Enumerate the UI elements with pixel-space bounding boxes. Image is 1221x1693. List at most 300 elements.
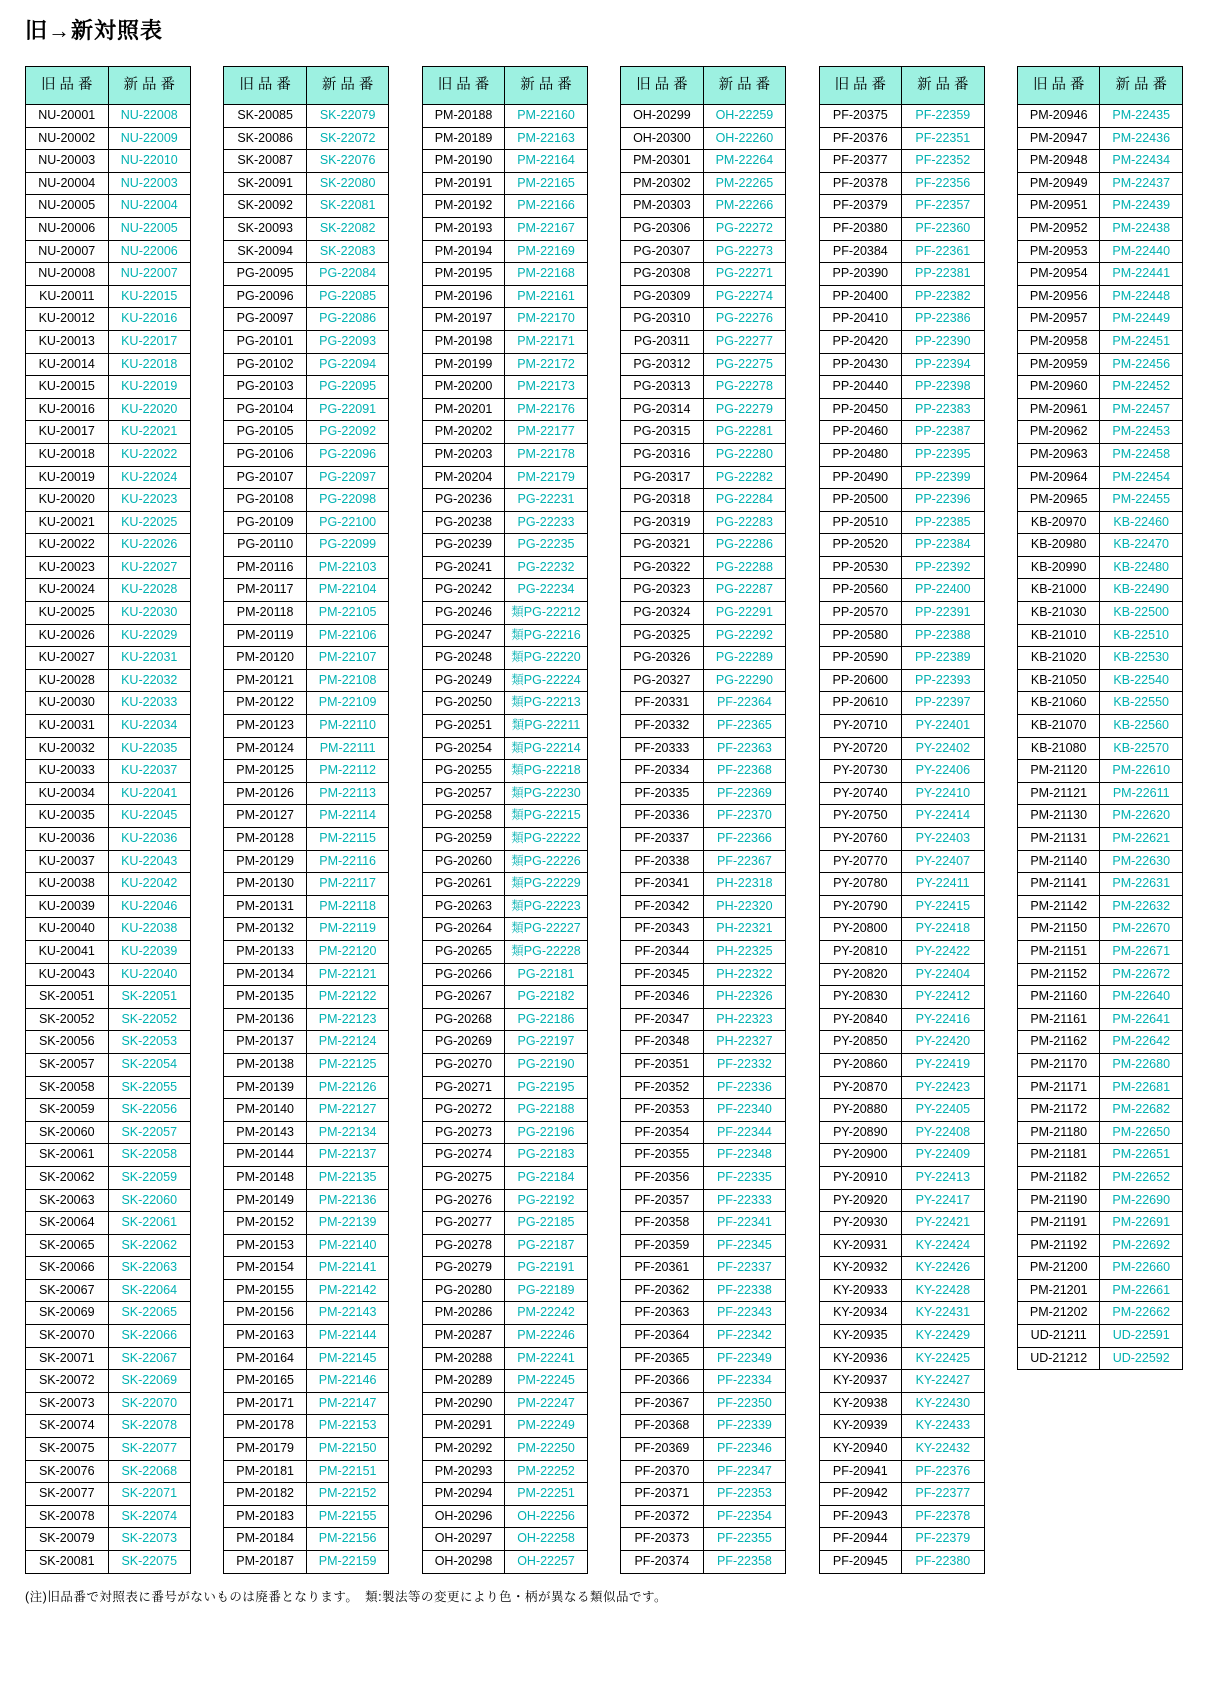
- table-row: [1017, 760, 1182, 783]
- old-part-cell: PF-20336: [621, 805, 704, 828]
- table-row: [422, 1370, 587, 1393]
- table-row: [1017, 692, 1182, 715]
- old-part-cell: KU-20025: [26, 602, 109, 625]
- table-row: [422, 1505, 587, 1528]
- table-row: [1017, 850, 1182, 873]
- table-row: [819, 172, 984, 195]
- old-part-cell: PF-20352: [621, 1076, 704, 1099]
- new-part-cell: PP-22381: [902, 263, 985, 286]
- old-part-cell: PG-20255: [422, 760, 505, 783]
- table-row: [621, 1438, 786, 1461]
- table-row: [1017, 940, 1182, 963]
- new-part-cell: PM-22671: [1100, 940, 1183, 963]
- table-row: [1017, 1144, 1182, 1167]
- table-row: [422, 1257, 587, 1280]
- table-row: [1017, 647, 1182, 670]
- table-row: [26, 1144, 191, 1167]
- new-part-cell: KU-22041: [108, 782, 191, 805]
- table-row: [224, 873, 389, 896]
- table-row: [1017, 1279, 1182, 1302]
- new-part-cell: PF-22334: [703, 1370, 786, 1393]
- new-part-cell: PG-22280: [703, 443, 786, 466]
- new-part-cell: PP-22397: [902, 692, 985, 715]
- new-part-cell: PM-22691: [1100, 1212, 1183, 1235]
- new-part-cell: KY-22430: [902, 1392, 985, 1415]
- table-row: [1017, 624, 1182, 647]
- old-part-cell: PF-20363: [621, 1302, 704, 1325]
- table-row: [26, 1370, 191, 1393]
- old-part-cell: SK-20062: [26, 1166, 109, 1189]
- table-row: [621, 1347, 786, 1370]
- table-row: [1017, 579, 1182, 602]
- table-row: [1017, 308, 1182, 331]
- new-part-cell: KB-22500: [1100, 602, 1183, 625]
- table-row: [224, 1370, 389, 1393]
- old-part-cell: PM-20195: [422, 263, 505, 286]
- table-row: [422, 398, 587, 421]
- new-part-cell: PF-22359: [902, 105, 985, 128]
- new-part-cell: PM-22680: [1100, 1053, 1183, 1076]
- new-part-cell: KY-22433: [902, 1415, 985, 1438]
- table-row: [1017, 873, 1182, 896]
- new-part-cell: PG-22185: [505, 1212, 588, 1235]
- table-row: [621, 647, 786, 670]
- new-part-cell: PF-22351: [902, 127, 985, 150]
- table-row: [422, 1438, 587, 1461]
- old-part-cell: PG-20095: [224, 263, 307, 286]
- new-part-cell: PG-22187: [505, 1234, 588, 1257]
- new-part-cell: PG-22276: [703, 308, 786, 331]
- footnote: (注)旧品番で対照表に番号がないものは廃番となります。 類:製法等の変更により色・柄が異なる類似品です。: [25, 1589, 668, 1604]
- old-part-cell: PP-20440: [819, 376, 902, 399]
- table-row: [224, 1189, 389, 1212]
- new-part-cell: SK-22083: [306, 240, 389, 263]
- table-row: [1017, 1031, 1182, 1054]
- old-part-cell: PM-20191: [422, 172, 505, 195]
- old-part-cell: PP-20570: [819, 602, 902, 625]
- new-part-cell: PG-22092: [306, 421, 389, 444]
- table-row: [422, 1099, 587, 1122]
- old-part-cell: NU-20004: [26, 172, 109, 195]
- new-part-cell: PH-22321: [703, 918, 786, 941]
- table-row: [819, 1008, 984, 1031]
- new-part-cell: PF-22347: [703, 1460, 786, 1483]
- old-part-cell: PP-20600: [819, 669, 902, 692]
- table-row: [1017, 782, 1182, 805]
- table-row: [26, 1415, 191, 1438]
- new-part-cell: PM-22165: [505, 172, 588, 195]
- table-row: [621, 1031, 786, 1054]
- new-part-cell: PY-22404: [902, 963, 985, 986]
- old-part-cell: OH-20299: [621, 105, 704, 128]
- table-row: [1017, 918, 1182, 941]
- new-part-cell: KU-22042: [108, 873, 191, 896]
- old-part-cell: PG-20259: [422, 828, 505, 851]
- new-part-cell: KU-22024: [108, 466, 191, 489]
- table-row: [422, 963, 587, 986]
- old-part-cell: PG-20312: [621, 353, 704, 376]
- table-row: [26, 624, 191, 647]
- table-header-new: 新品番: [902, 67, 985, 105]
- old-part-cell: PG-20319: [621, 511, 704, 534]
- new-part-cell: PM-22105: [306, 602, 389, 625]
- old-part-cell: KU-20023: [26, 556, 109, 579]
- old-part-cell: SK-20066: [26, 1257, 109, 1280]
- table-row: [621, 1528, 786, 1551]
- new-part-cell: PG-22292: [703, 624, 786, 647]
- table-row: [621, 556, 786, 579]
- old-part-cell: SK-20065: [26, 1234, 109, 1257]
- new-part-cell: PP-22399: [902, 466, 985, 489]
- table-row: [26, 1551, 191, 1574]
- table-row: [1017, 1212, 1182, 1235]
- new-part-cell: PY-22420: [902, 1031, 985, 1054]
- new-part-cell: PG-22274: [703, 285, 786, 308]
- table-row: [26, 1166, 191, 1189]
- old-part-cell: PG-20310: [621, 308, 704, 331]
- table-row: [422, 1008, 587, 1031]
- old-part-cell: KU-20012: [26, 308, 109, 331]
- table-row: [26, 240, 191, 263]
- old-part-cell: PM-20138: [224, 1053, 307, 1076]
- new-part-cell: PG-22086: [306, 308, 389, 331]
- table-header-old: 旧品番: [1017, 67, 1100, 105]
- table-row: [224, 1302, 389, 1325]
- new-part-cell: SK-22081: [306, 195, 389, 218]
- old-part-cell: PM-20127: [224, 805, 307, 828]
- table-row: [422, 1121, 587, 1144]
- old-part-cell: KU-20020: [26, 489, 109, 512]
- table-row: [621, 1415, 786, 1438]
- old-part-cell: UD-21211: [1017, 1325, 1100, 1348]
- new-part-cell: SK-22080: [306, 172, 389, 195]
- new-part-cell: KY-22426: [902, 1257, 985, 1280]
- table-row: [422, 1144, 587, 1167]
- old-part-cell: KU-20026: [26, 624, 109, 647]
- new-part-cell: PH-22322: [703, 963, 786, 986]
- old-part-cell: NU-20003: [26, 150, 109, 173]
- table-row: [1017, 353, 1182, 376]
- new-part-cell: PM-22453: [1100, 421, 1183, 444]
- table-row: [422, 353, 587, 376]
- new-part-cell: PM-22250: [505, 1438, 588, 1461]
- old-part-cell: KU-20014: [26, 353, 109, 376]
- old-part-cell: PG-20103: [224, 376, 307, 399]
- old-part-cell: PM-20949: [1017, 172, 1100, 195]
- new-part-cell: PP-22392: [902, 556, 985, 579]
- old-part-cell: PG-20307: [621, 240, 704, 263]
- new-part-cell: KU-22035: [108, 737, 191, 760]
- old-part-cell: PM-20132: [224, 918, 307, 941]
- old-part-cell: PM-20121: [224, 669, 307, 692]
- old-part-cell: PM-20291: [422, 1415, 505, 1438]
- old-part-cell: PM-20188: [422, 105, 505, 128]
- new-part-cell: PM-22139: [306, 1212, 389, 1235]
- table-row: [26, 534, 191, 557]
- old-part-cell: PG-20321: [621, 534, 704, 557]
- old-part-cell: PF-20359: [621, 1234, 704, 1257]
- new-part-cell: PM-22660: [1100, 1257, 1183, 1280]
- table-row: [621, 1076, 786, 1099]
- new-part-cell: PY-22416: [902, 1008, 985, 1031]
- new-part-cell: PP-22400: [902, 579, 985, 602]
- new-part-cell: PM-22632: [1100, 895, 1183, 918]
- old-part-cell: PY-20730: [819, 760, 902, 783]
- table-row: [422, 421, 587, 444]
- old-part-cell: PF-20347: [621, 1008, 704, 1031]
- old-part-cell: PG-20250: [422, 692, 505, 715]
- old-part-cell: KU-20031: [26, 715, 109, 738]
- old-part-cell: KU-20030: [26, 692, 109, 715]
- old-part-cell: SK-20072: [26, 1370, 109, 1393]
- new-part-cell: SK-22059: [108, 1166, 191, 1189]
- new-part-cell: KU-22033: [108, 692, 191, 715]
- new-part-cell: PM-22103: [306, 556, 389, 579]
- new-part-cell: PM-22106: [306, 624, 389, 647]
- table-row: [819, 1212, 984, 1235]
- new-part-cell: PF-22342: [703, 1325, 786, 1348]
- new-part-cell: KU-22046: [108, 895, 191, 918]
- old-part-cell: PM-21201: [1017, 1279, 1100, 1302]
- table-row: [1017, 421, 1182, 444]
- table-row: [224, 647, 389, 670]
- new-part-cell: PY-22418: [902, 918, 985, 941]
- table-row: [422, 624, 587, 647]
- table-row: [26, 285, 191, 308]
- old-part-cell: PM-21141: [1017, 873, 1100, 896]
- table-row: [819, 805, 984, 828]
- old-part-cell: PM-20194: [422, 240, 505, 263]
- table-row: [422, 1551, 587, 1574]
- new-part-cell: PM-22177: [505, 421, 588, 444]
- old-part-cell: PG-20327: [621, 669, 704, 692]
- old-part-cell: PF-20944: [819, 1528, 902, 1551]
- table-row: [621, 715, 786, 738]
- new-part-cell: PM-22630: [1100, 850, 1183, 873]
- old-part-cell: PM-20119: [224, 624, 307, 647]
- table-row: [224, 986, 389, 1009]
- new-part-cell: SK-22072: [306, 127, 389, 150]
- new-part-cell: PG-22286: [703, 534, 786, 557]
- old-part-cell: KB-21030: [1017, 602, 1100, 625]
- old-part-cell: SK-20067: [26, 1279, 109, 1302]
- old-part-cell: PM-20193: [422, 217, 505, 240]
- old-part-cell: PM-20164: [224, 1347, 307, 1370]
- new-part-cell: SK-22053: [108, 1031, 191, 1054]
- table-row: [819, 1279, 984, 1302]
- table-row: [621, 1144, 786, 1167]
- new-part-cell: SK-22061: [108, 1212, 191, 1235]
- table-row: [224, 1325, 389, 1348]
- old-part-cell: PG-20238: [422, 511, 505, 534]
- new-part-cell: OH-22257: [505, 1551, 588, 1574]
- old-part-cell: PG-20275: [422, 1166, 505, 1189]
- table-row: [422, 195, 587, 218]
- old-part-cell: PG-20326: [621, 647, 704, 670]
- table-row: [819, 1483, 984, 1506]
- new-part-cell: 類PG-22230: [505, 782, 588, 805]
- table-header-old: 旧品番: [422, 67, 505, 105]
- table-row: [819, 1460, 984, 1483]
- table-row: [819, 1392, 984, 1415]
- table-header-old: 旧品番: [621, 67, 704, 105]
- conversion-table-6: [1017, 66, 1183, 1370]
- table-row: [422, 828, 587, 851]
- table-header-new: 新品番: [108, 67, 191, 105]
- old-part-cell: PY-20860: [819, 1053, 902, 1076]
- old-part-cell: PF-20373: [621, 1528, 704, 1551]
- new-part-cell: PM-22134: [306, 1121, 389, 1144]
- table-row: [224, 511, 389, 534]
- table-row: [819, 263, 984, 286]
- old-part-cell: KU-20016: [26, 398, 109, 421]
- table-row: [422, 895, 587, 918]
- table-row: [621, 760, 786, 783]
- table-row: [819, 489, 984, 512]
- old-part-cell: PM-20143: [224, 1121, 307, 1144]
- new-part-cell: PM-22692: [1100, 1234, 1183, 1257]
- table-row: [26, 602, 191, 625]
- table-row: [1017, 669, 1182, 692]
- table-row: [621, 489, 786, 512]
- new-part-cell: OH-22258: [505, 1528, 588, 1551]
- old-part-cell: SK-20087: [224, 150, 307, 173]
- old-part-cell: PY-20790: [819, 895, 902, 918]
- new-part-cell: PY-22405: [902, 1099, 985, 1122]
- table-row: [224, 828, 389, 851]
- new-part-cell: SK-22075: [108, 1551, 191, 1574]
- old-part-cell: PY-20800: [819, 918, 902, 941]
- old-part-cell: PP-20390: [819, 263, 902, 286]
- old-part-cell: PF-20365: [621, 1347, 704, 1370]
- table-row: [1017, 1053, 1182, 1076]
- conversion-table-3: [422, 66, 588, 1574]
- new-part-cell: PG-22192: [505, 1189, 588, 1212]
- table-row: [422, 376, 587, 399]
- new-part-cell: PM-22249: [505, 1415, 588, 1438]
- old-part-cell: KU-20036: [26, 828, 109, 851]
- old-part-cell: PM-20165: [224, 1370, 307, 1393]
- new-part-cell: PF-22363: [703, 737, 786, 760]
- table-row: [26, 443, 191, 466]
- new-part-cell: KU-22017: [108, 330, 191, 353]
- old-part-cell: PF-20943: [819, 1505, 902, 1528]
- old-part-cell: PM-20134: [224, 963, 307, 986]
- new-part-cell: KB-22540: [1100, 669, 1183, 692]
- new-part-cell: PG-22099: [306, 534, 389, 557]
- table-row: [26, 737, 191, 760]
- table-row: [224, 963, 389, 986]
- old-part-cell: PY-20930: [819, 1212, 902, 1235]
- old-part-cell: PF-20375: [819, 105, 902, 128]
- old-part-cell: OH-20300: [621, 127, 704, 150]
- table-row: [422, 1212, 587, 1235]
- new-part-cell: PG-22277: [703, 330, 786, 353]
- new-part-cell: PM-22246: [505, 1325, 588, 1348]
- new-part-cell: SK-22064: [108, 1279, 191, 1302]
- new-part-cell: KB-22490: [1100, 579, 1183, 602]
- table-row: [1017, 105, 1182, 128]
- table-header-new: 新品番: [1100, 67, 1183, 105]
- table-row: [819, 1121, 984, 1144]
- new-part-cell: PF-22339: [703, 1415, 786, 1438]
- old-part-cell: SK-20060: [26, 1121, 109, 1144]
- table-row: [422, 782, 587, 805]
- table-row: [621, 466, 786, 489]
- new-part-cell: PM-22690: [1100, 1189, 1183, 1212]
- old-part-cell: KB-21060: [1017, 692, 1100, 715]
- old-part-cell: PM-20958: [1017, 330, 1100, 353]
- table-row: [224, 376, 389, 399]
- new-part-cell: PG-22291: [703, 602, 786, 625]
- old-part-cell: SK-20056: [26, 1031, 109, 1054]
- new-part-cell: NU-22007: [108, 263, 191, 286]
- new-part-cell: PM-22650: [1100, 1121, 1183, 1144]
- table-row: [224, 692, 389, 715]
- new-part-cell: PY-22417: [902, 1189, 985, 1212]
- table-row: [26, 195, 191, 218]
- table-row: [26, 918, 191, 941]
- new-part-cell: 類PG-22222: [505, 828, 588, 851]
- table-row: [26, 511, 191, 534]
- old-part-cell: PM-20953: [1017, 240, 1100, 263]
- new-part-cell: PG-22278: [703, 376, 786, 399]
- old-part-cell: PG-20110: [224, 534, 307, 557]
- new-part-cell: PF-22350: [703, 1392, 786, 1415]
- new-part-cell: SK-22069: [108, 1370, 191, 1393]
- new-part-cell: PY-22403: [902, 828, 985, 851]
- new-part-cell: PM-22122: [306, 986, 389, 1009]
- table-row: [224, 624, 389, 647]
- new-part-cell: PY-22415: [902, 895, 985, 918]
- table-row: [26, 1031, 191, 1054]
- new-part-cell: PF-22367: [703, 850, 786, 873]
- table-row: [422, 1415, 587, 1438]
- table-row: [621, 1392, 786, 1415]
- new-part-cell: PM-22251: [505, 1483, 588, 1506]
- old-part-cell: PG-20273: [422, 1121, 505, 1144]
- old-part-cell: PM-21172: [1017, 1099, 1100, 1122]
- old-part-cell: KU-20027: [26, 647, 109, 670]
- new-part-cell: KU-22015: [108, 285, 191, 308]
- table-row: [422, 1460, 587, 1483]
- new-part-cell: PF-22364: [703, 692, 786, 715]
- table-row: [224, 443, 389, 466]
- old-part-cell: PG-20247: [422, 624, 505, 647]
- new-part-cell: PG-22234: [505, 579, 588, 602]
- new-part-cell: KU-22020: [108, 398, 191, 421]
- old-part-cell: PM-20124: [224, 737, 307, 760]
- table-row: [224, 895, 389, 918]
- old-part-cell: PF-20376: [819, 127, 902, 150]
- new-part-cell: PY-22422: [902, 940, 985, 963]
- old-part-cell: KU-20040: [26, 918, 109, 941]
- table-row: [422, 285, 587, 308]
- table-row: [819, 217, 984, 240]
- new-part-cell: PP-22396: [902, 489, 985, 512]
- table-row: [224, 1076, 389, 1099]
- new-part-cell: KB-22460: [1100, 511, 1183, 534]
- table-row: [26, 1302, 191, 1325]
- old-part-cell: PF-20332: [621, 715, 704, 738]
- new-part-cell: PM-22140: [306, 1234, 389, 1257]
- new-part-cell: PG-22182: [505, 986, 588, 1009]
- table-row: [224, 1099, 389, 1122]
- old-part-cell: PM-20192: [422, 195, 505, 218]
- new-part-cell: PM-22108: [306, 669, 389, 692]
- new-part-cell: PM-22661: [1100, 1279, 1183, 1302]
- table-row: [422, 105, 587, 128]
